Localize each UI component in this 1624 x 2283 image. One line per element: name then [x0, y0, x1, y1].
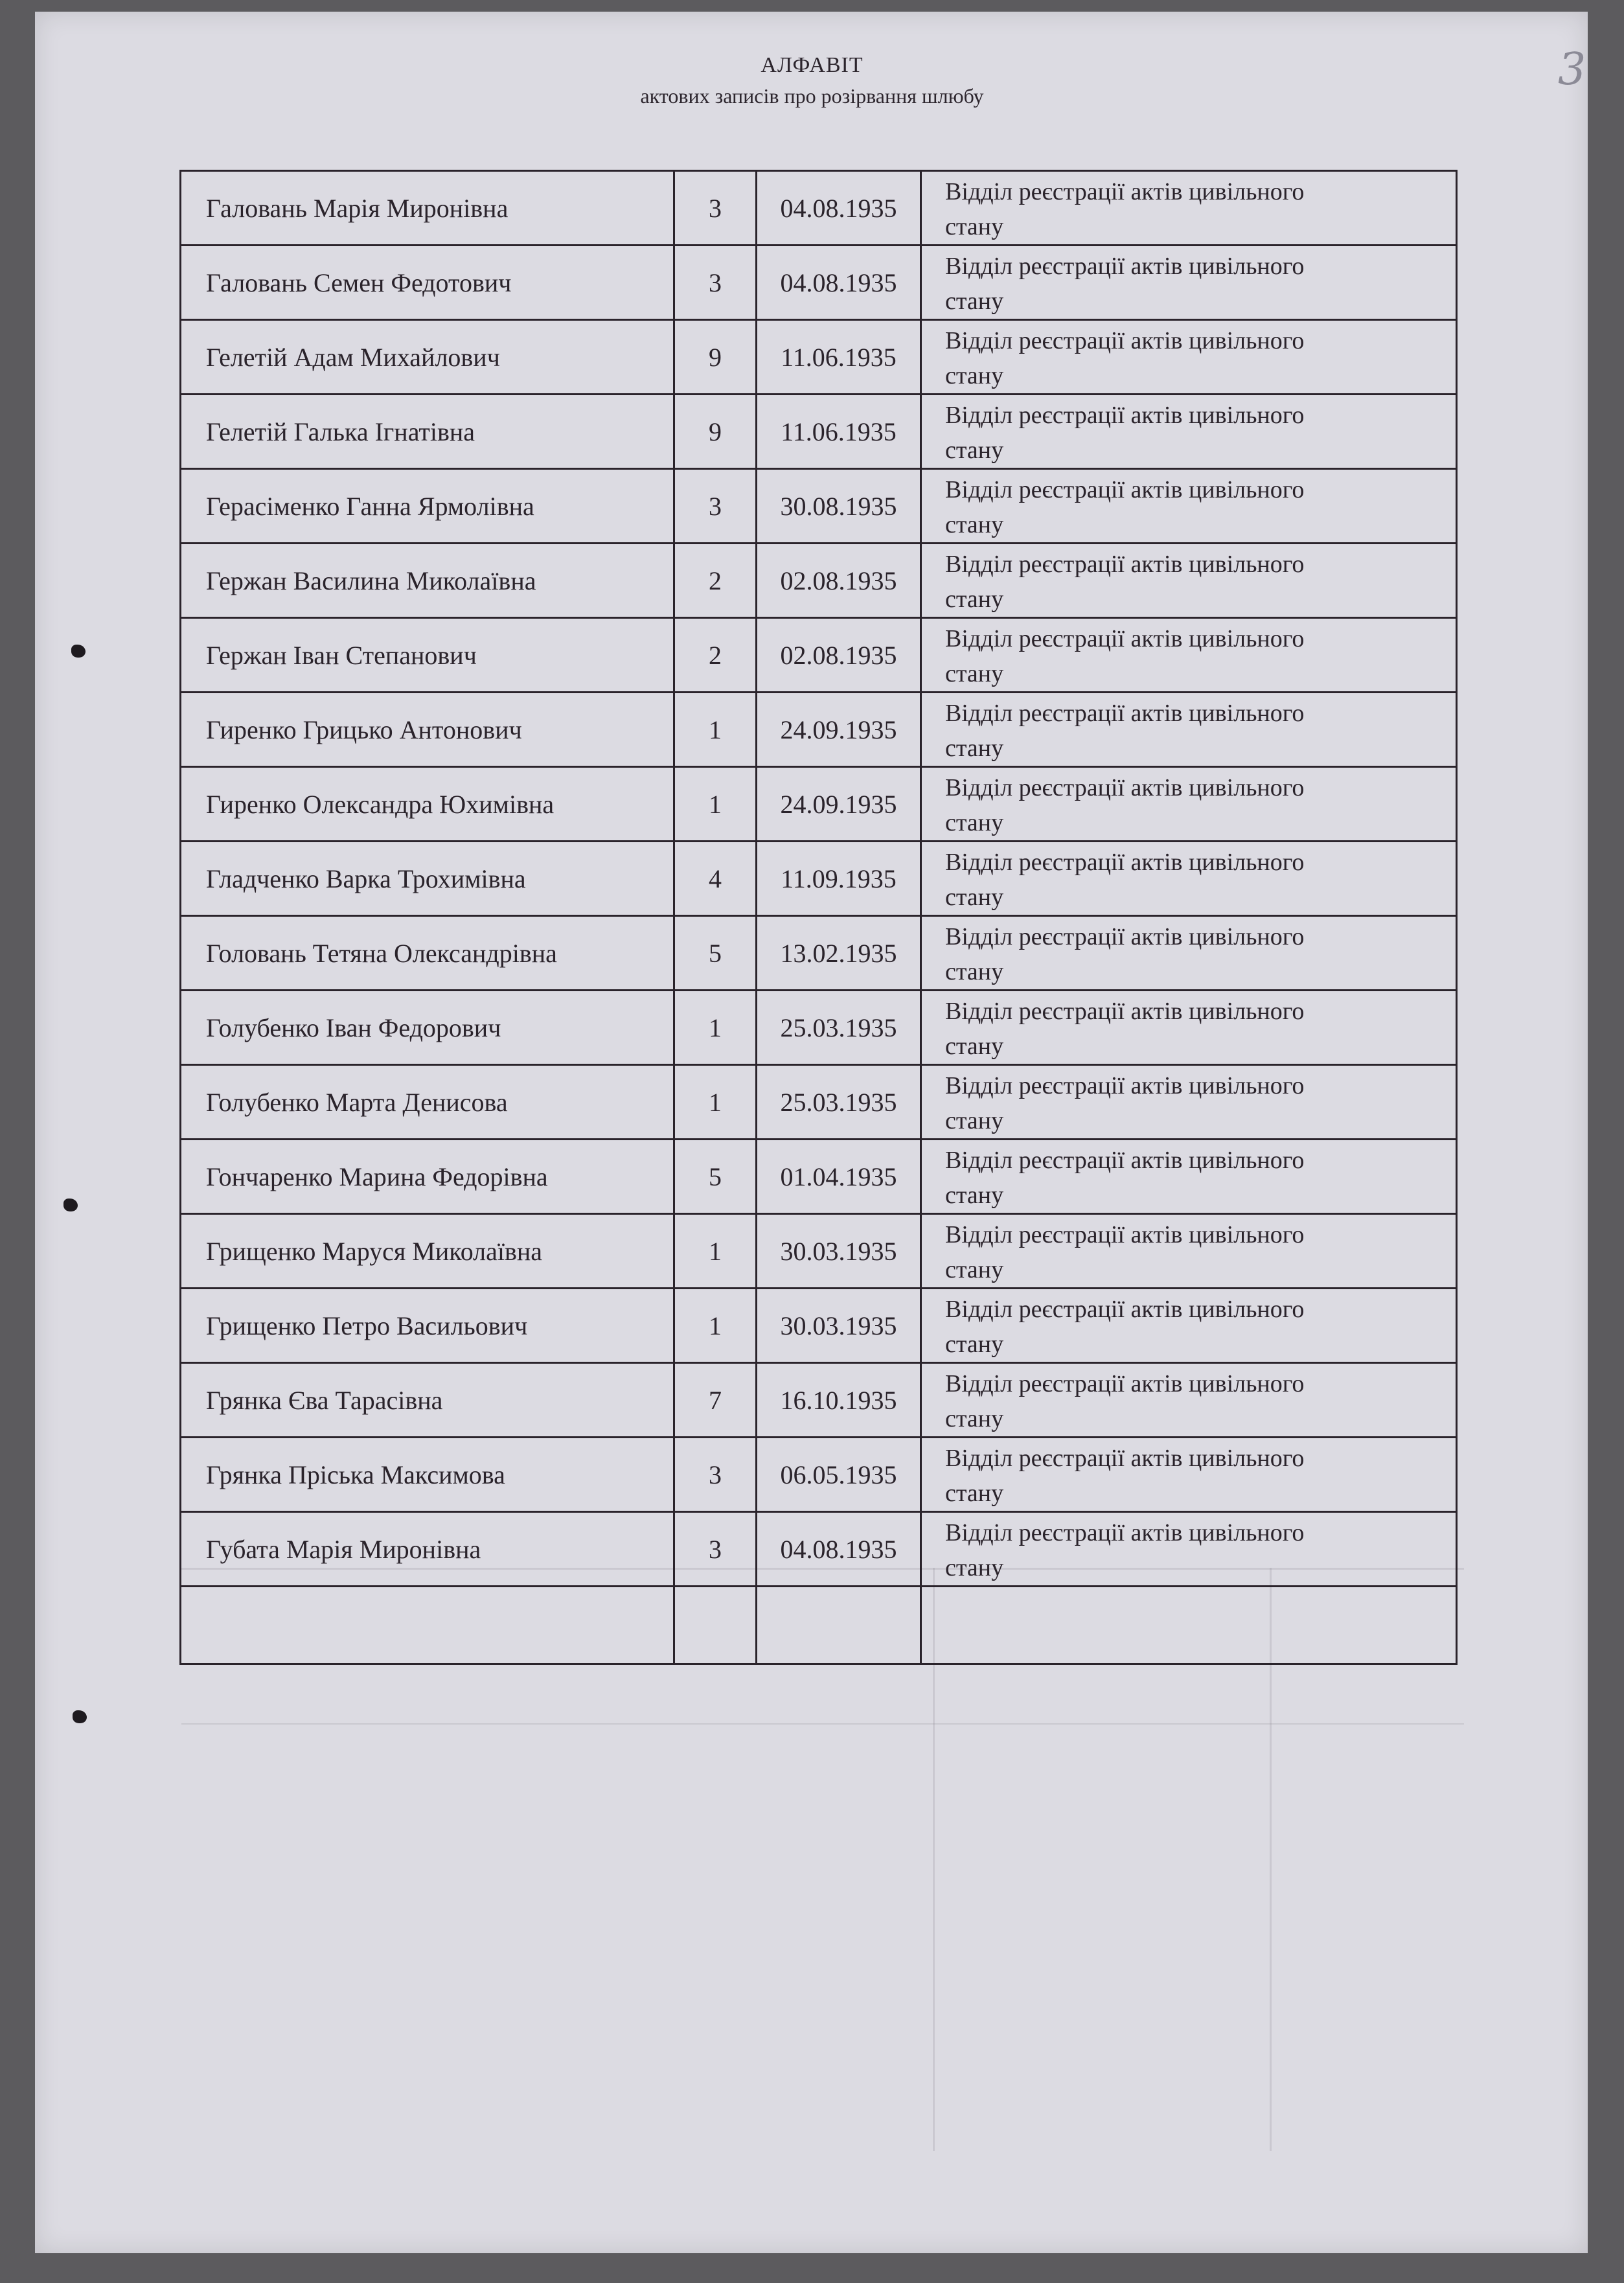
date-cell: 02.08.1935: [757, 544, 921, 618]
name-cell: Голубенко Іван Федорович: [181, 991, 674, 1065]
record-number-cell: 5: [674, 1140, 757, 1214]
registry-office-line: стану: [945, 1256, 1004, 1283]
registry-office-line: стану: [945, 511, 1004, 538]
registry-office-line: стану: [945, 1554, 1004, 1581]
registry-office-line: Відділ реєстрації актів цивільного: [945, 1445, 1305, 1472]
date-cell: 01.04.1935: [757, 1140, 921, 1214]
registry-office-cell: [921, 1512, 1457, 1587]
table-row: [181, 991, 1457, 1065]
date-cell: 25.03.1935: [757, 1065, 921, 1140]
name-cell: Гелетій Адам Михайлович: [181, 320, 674, 395]
date-cell: 06.05.1935: [757, 1438, 921, 1512]
date-cell: 16.10.1935: [757, 1363, 921, 1438]
record-number-cell: 1: [674, 767, 757, 842]
table-row: [181, 1587, 1457, 1664]
registry-office-line: Відділ реєстрації актів цивільного: [945, 625, 1305, 652]
record-number-cell: [674, 1587, 757, 1664]
table-row: [181, 1140, 1457, 1214]
name-cell: Гладченко Варка Трохимівна: [181, 842, 674, 916]
record-number-cell: 1: [674, 693, 757, 767]
record-number-cell: 9: [674, 320, 757, 395]
date-cell: 11.09.1935: [757, 842, 921, 916]
registry-office-cell: [921, 991, 1457, 1065]
punch-mark: [63, 1199, 78, 1211]
name-cell: Герасіменко Ганна Ярмолівна: [181, 469, 674, 544]
name-cell: Гержан Іван Степанович: [181, 618, 674, 693]
punch-mark: [71, 645, 86, 658]
date-cell: 30.03.1935: [757, 1214, 921, 1289]
registry-office-cell: [921, 842, 1457, 916]
registry-office-line: стану: [945, 735, 1004, 762]
registry-office-line: стану: [945, 884, 1004, 911]
date-cell: 11.06.1935: [757, 320, 921, 395]
record-number-cell: 4: [674, 842, 757, 916]
name-cell: Грищенко Маруся Миколаївна: [181, 1214, 674, 1289]
record-number-cell: 1: [674, 1214, 757, 1289]
register-table: [179, 170, 1458, 1665]
name-cell: Галовань Марія Миронівна: [181, 171, 674, 246]
registry-office-line: Відділ реєстрації актів цивільного: [945, 476, 1305, 503]
registry-office-cell: [921, 395, 1457, 469]
registry-office-line: Відділ реєстрації актів цивільного: [945, 178, 1305, 205]
registry-office-line: Відділ реєстрації актів цивільного: [945, 774, 1305, 801]
date-cell: 04.08.1935: [757, 246, 921, 320]
registry-office-line: стану: [945, 1182, 1004, 1209]
record-number-cell: 2: [674, 544, 757, 618]
registry-office-cell: [921, 1289, 1457, 1363]
registry-office-line: Відділ реєстрації актів цивільного: [945, 253, 1305, 280]
record-number-cell: 5: [674, 916, 757, 991]
registry-office-line: стану: [945, 660, 1004, 687]
document-subtitle: актових записів про розірвання шлюбу: [640, 84, 984, 108]
table-row: [181, 1289, 1457, 1363]
name-cell: Галовань Семен Федотович: [181, 246, 674, 320]
registry-office-line: Відділ реєстрації актів цивільного: [945, 1147, 1305, 1174]
registry-office-line: стану: [945, 213, 1004, 240]
name-cell: Гиренко Грицько Антонович: [181, 693, 674, 767]
table-row: [181, 842, 1457, 916]
registry-office-cell: [921, 1214, 1457, 1289]
registry-office-cell: [921, 693, 1457, 767]
date-cell: 04.08.1935: [757, 1512, 921, 1587]
document-title: АЛФАВІТ: [761, 53, 863, 77]
registry-office-line: Відділ реєстрації актів цивільного: [945, 402, 1305, 429]
punch-mark: [73, 1710, 87, 1723]
registry-office-cell: [921, 1140, 1457, 1214]
registry-office-cell: [921, 246, 1457, 320]
date-cell: 30.08.1935: [757, 469, 921, 544]
name-cell: Грищенко Петро Васильович: [181, 1289, 674, 1363]
record-number-cell: 3: [674, 246, 757, 320]
registry-office-cell: [921, 171, 1457, 246]
date-cell: 24.09.1935: [757, 767, 921, 842]
registry-office-cell: [921, 544, 1457, 618]
name-cell: Грянка Пріська Максимова: [181, 1438, 674, 1512]
registry-office-line: стану: [945, 1405, 1004, 1432]
registry-office-line: Відділ реєстрації актів цивільного: [945, 1370, 1305, 1397]
registry-office-line: Відділ реєстрації актів цивільного: [945, 551, 1305, 578]
table-row: [181, 1438, 1457, 1512]
registry-office-line: Відділ реєстрації актів цивільного: [945, 1072, 1305, 1099]
table-row: [181, 1512, 1457, 1587]
registry-office-cell: [921, 320, 1457, 395]
register-body: [181, 171, 1457, 1664]
date-cell: 24.09.1935: [757, 693, 921, 767]
registry-office-line: стану: [945, 586, 1004, 613]
name-cell: Голубенко Марта Денисова: [181, 1065, 674, 1140]
registry-office-line: стану: [945, 1107, 1004, 1134]
table-row: [181, 767, 1457, 842]
registry-office-cell: [921, 618, 1457, 693]
table-row: [181, 320, 1457, 395]
name-cell: Гелетій Галька Ігнатівна: [181, 395, 674, 469]
page-number: 3: [1558, 44, 1586, 95]
table-row: [181, 171, 1457, 246]
record-number-cell: 7: [674, 1363, 757, 1438]
date-cell: 04.08.1935: [757, 171, 921, 246]
table-row: [181, 916, 1457, 991]
registry-office-cell: [921, 1363, 1457, 1438]
record-number-cell: 3: [674, 1438, 757, 1512]
name-cell: Грянка Єва Тарасівна: [181, 1363, 674, 1438]
table-row: [181, 1214, 1457, 1289]
name-cell: Гиренко Олександра Юхимівна: [181, 767, 674, 842]
table-row: [181, 618, 1457, 693]
record-number-cell: 3: [674, 469, 757, 544]
record-number-cell: 3: [674, 171, 757, 246]
registry-office-line: стану: [945, 1480, 1004, 1507]
table-row: [181, 395, 1457, 469]
registry-office-line: Відділ реєстрації актів цивільного: [945, 1519, 1305, 1546]
table-row: [181, 246, 1457, 320]
registry-office-line: стану: [945, 288, 1004, 315]
registry-office-line: стану: [945, 1331, 1004, 1358]
name-cell: Головань Тетяна Олександрівна: [181, 916, 674, 991]
registry-office-line: стану: [945, 437, 1004, 464]
name-cell: Гончаренко Марина Федорівна: [181, 1140, 674, 1214]
registry-office-line: Відділ реєстрації актів цивільного: [945, 998, 1305, 1025]
table-row: [181, 1363, 1457, 1438]
registry-office-cell: [921, 767, 1457, 842]
registry-office-line: стану: [945, 1033, 1004, 1060]
registry-office-cell: [921, 469, 1457, 544]
record-number-cell: 9: [674, 395, 757, 469]
table-row: [181, 469, 1457, 544]
registry-office-line: Відділ реєстрації актів цивільного: [945, 1221, 1305, 1248]
date-cell: [757, 1587, 921, 1664]
registry-office-line: Відділ реєстрації актів цивільного: [945, 327, 1305, 354]
registry-office-cell: [921, 916, 1457, 991]
record-number-cell: 1: [674, 1289, 757, 1363]
record-number-cell: 1: [674, 1065, 757, 1140]
registry-office-line: Відділ реєстрації актів цивільного: [945, 1296, 1305, 1323]
record-number-cell: 1: [674, 991, 757, 1065]
table-row: [181, 693, 1457, 767]
registry-office-cell: [921, 1587, 1457, 1664]
table-row: [181, 544, 1457, 618]
name-cell: Гержан Василина Миколаївна: [181, 544, 674, 618]
bleed-through-line: [181, 1723, 1464, 1725]
name-cell: Губата Марія Миронівна: [181, 1512, 674, 1587]
name-cell: [181, 1587, 674, 1664]
date-cell: 11.06.1935: [757, 395, 921, 469]
registry-office-line: Відділ реєстрації актів цивільного: [945, 923, 1305, 950]
date-cell: 25.03.1935: [757, 991, 921, 1065]
date-cell: 02.08.1935: [757, 618, 921, 693]
registry-office-line: Відділ реєстрації актів цивільного: [945, 700, 1305, 727]
registry-office-cell: [921, 1438, 1457, 1512]
table-row: [181, 1065, 1457, 1140]
registry-office-line: стану: [945, 362, 1004, 389]
record-number-cell: 3: [674, 1512, 757, 1587]
registry-office-cell: [921, 1065, 1457, 1140]
date-cell: 13.02.1935: [757, 916, 921, 991]
registry-office-line: стану: [945, 958, 1004, 985]
registry-office-line: Відділ реєстрації актів цивільного: [945, 849, 1305, 876]
registry-office-line: стану: [945, 809, 1004, 836]
record-number-cell: 2: [674, 618, 757, 693]
date-cell: 30.03.1935: [757, 1289, 921, 1363]
